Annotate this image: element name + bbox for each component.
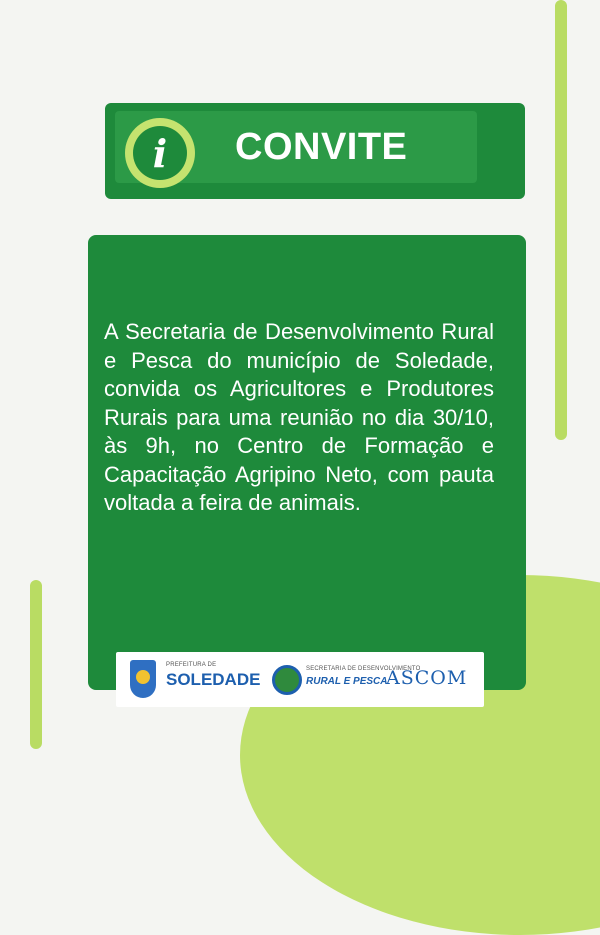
logo-rural-pesca: RURAL E PESCA [306, 676, 388, 687]
logo-rural-caption: SECRETARIA DE DESENVOLVIMENTO [306, 666, 421, 672]
logo-soledade-caption: PREFEITURA DE [166, 662, 217, 668]
rural-pesca-emblem-icon [272, 665, 302, 695]
logo-ascom: ASCOM [386, 667, 468, 689]
info-icon [125, 118, 195, 188]
page-title: CONVITE [235, 126, 408, 168]
logo-strip [116, 652, 484, 707]
deco-bar-top-right [555, 0, 567, 440]
soledade-crest-icon [130, 660, 156, 698]
info-icon-glyph: i [133, 126, 187, 180]
logo-soledade: SOLEDADE [166, 670, 261, 689]
message-text: A Secretaria de Desenvolvimento Rural e Pesca do município de Soledade, convida os Agricultores e Produtores Rurais para uma reunião no dia 30/10, às 9h, no Centro de Formação e Capacitação Agripino Neto, com pauta voltada a feira de animais. [104, 319, 494, 515]
deco-bar-left [30, 580, 42, 749]
